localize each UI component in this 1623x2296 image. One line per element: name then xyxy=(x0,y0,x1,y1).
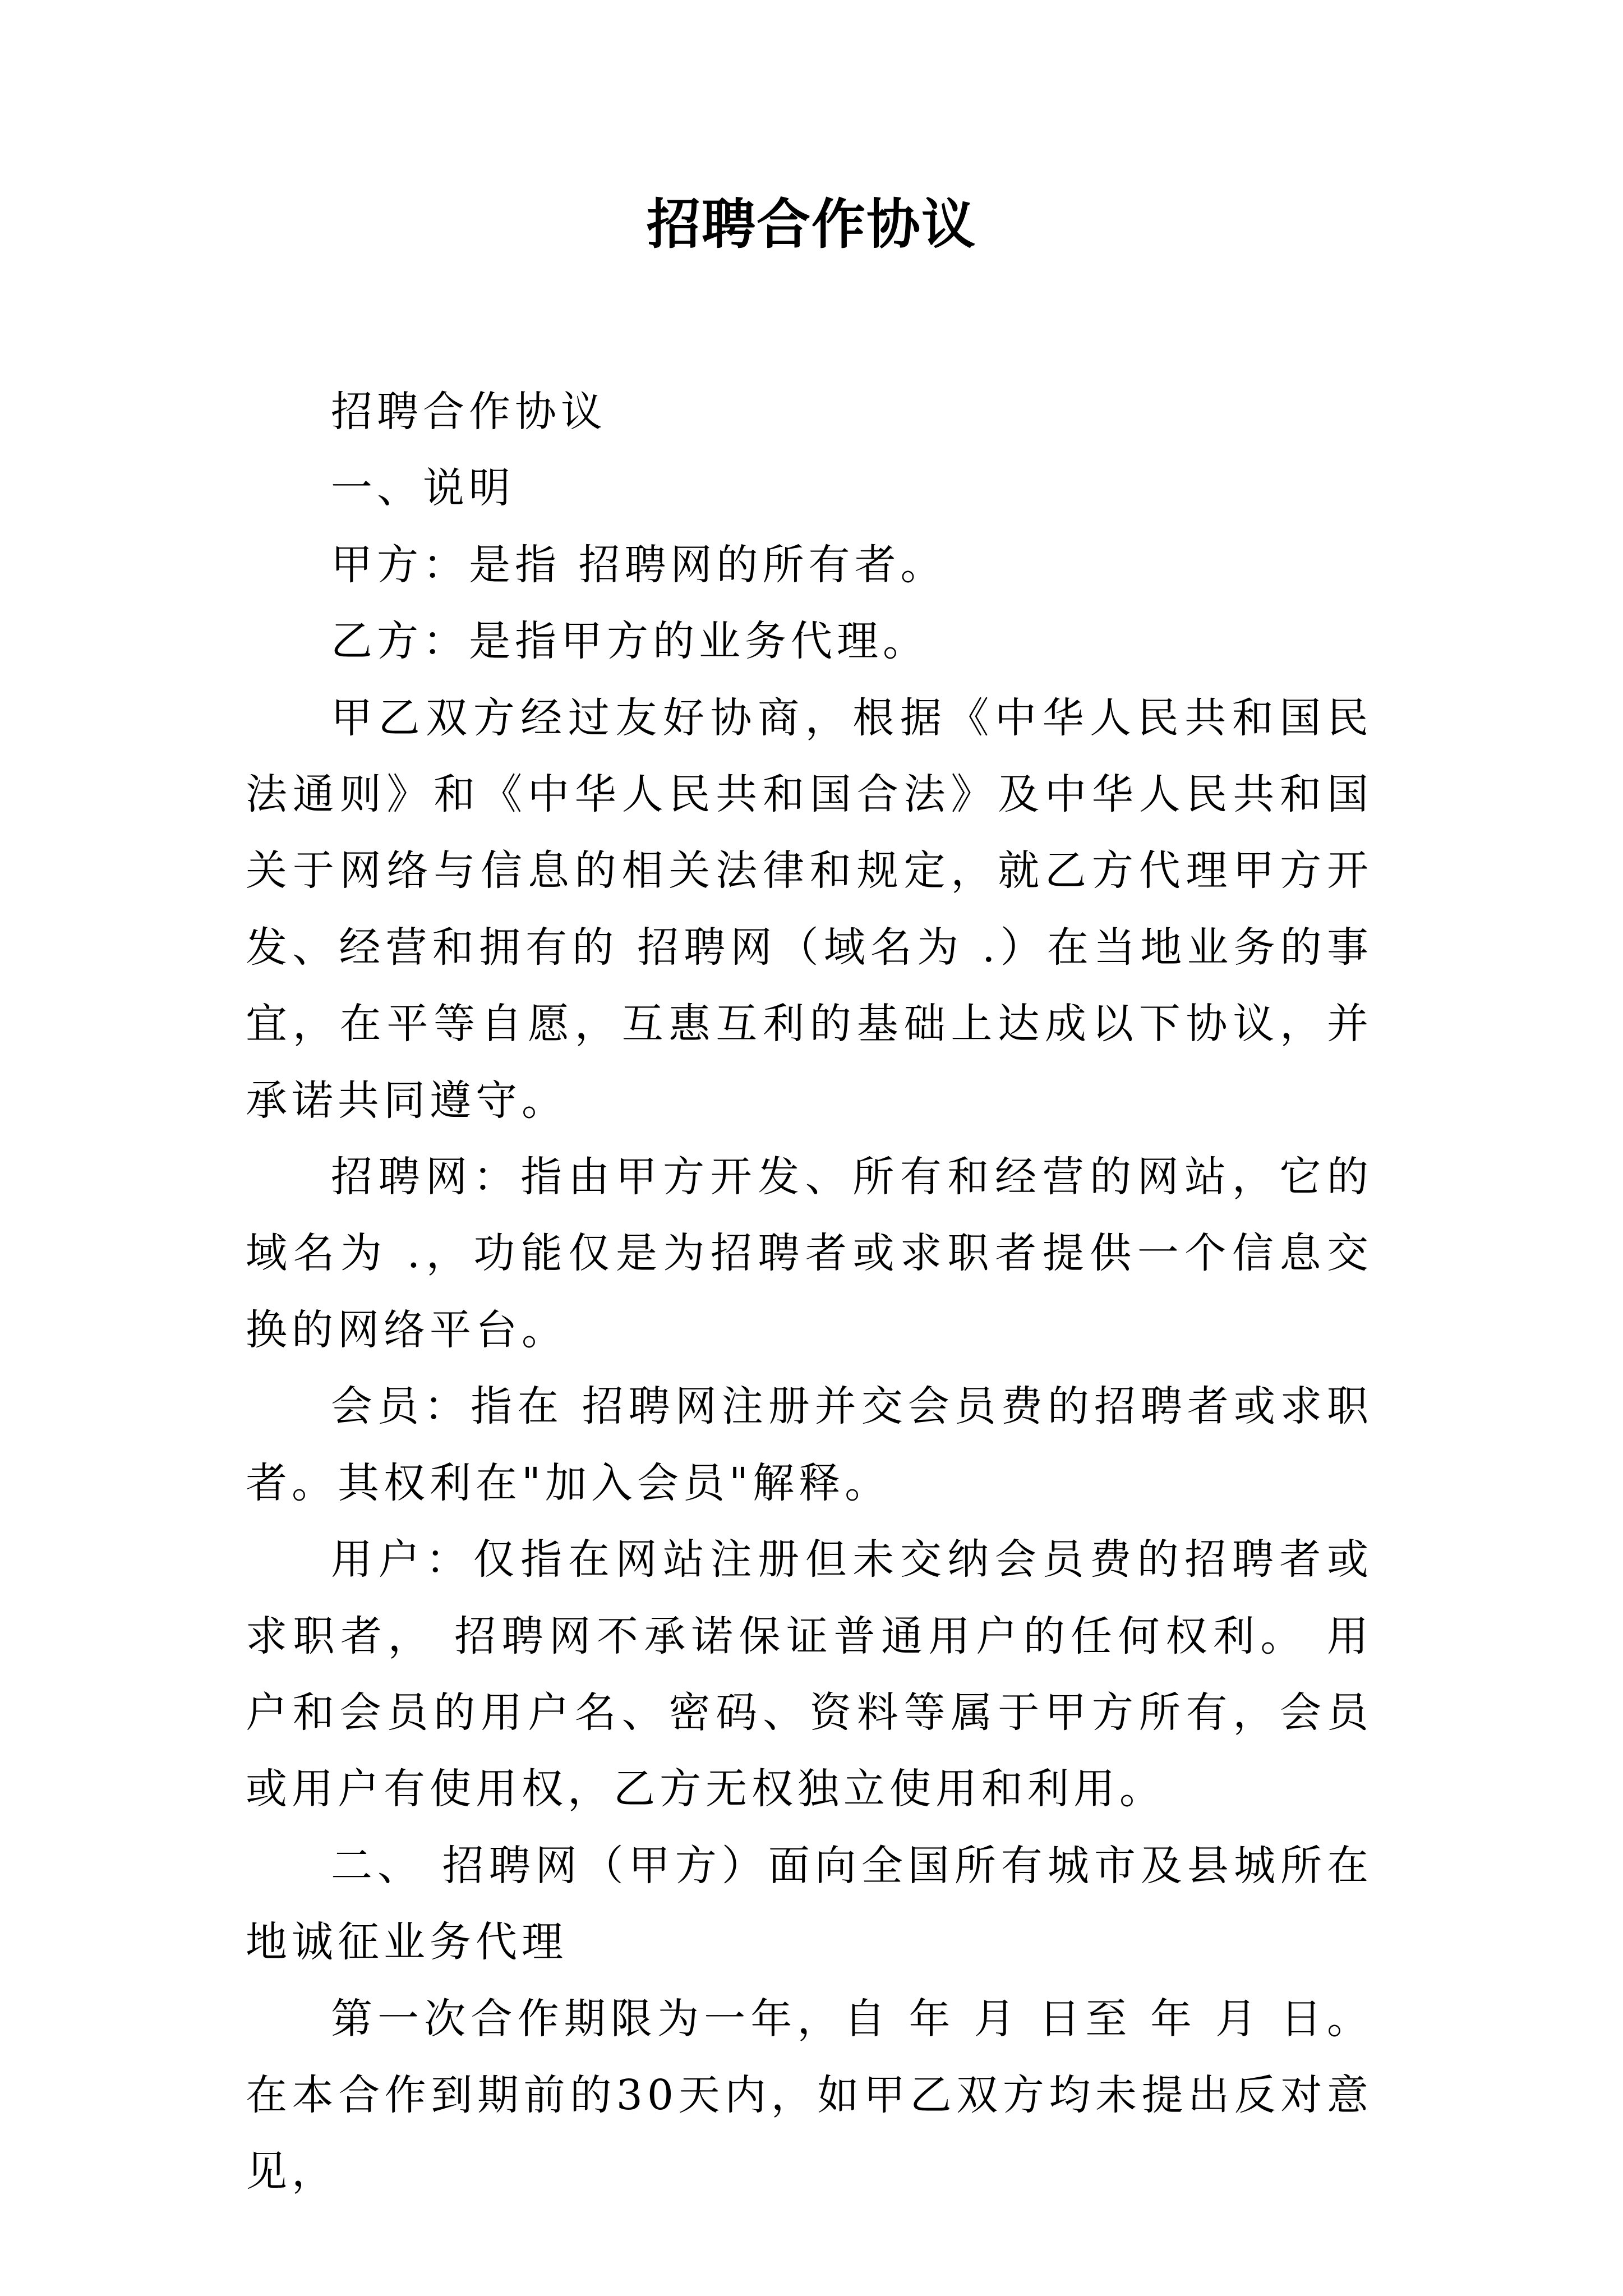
body-paragraph: 用户：仅指在网站注册但未交纳会员费的招聘者或求职者， 招聘网不承诺保证普通用户的任何权利。 用户和会员的用户名、密码、资料等属于甲方所有，会员或用户有使用权，乙方无权独立使用和利用。 xyxy=(246,1535,1373,1814)
body-paragraph: 第一次合作期限为一年，自 年 月 日至 年 月 日。在本合作到期前的30天内，如甲乙双方均未提出反对意见， xyxy=(246,1994,1373,2196)
body-paragraph: 二、 招聘网（甲方）面向全国所有城市及县城所在地诚征业务代理 xyxy=(246,1841,1373,1967)
body-paragraph: 甲方：是指 招聘网的所有者。 xyxy=(331,540,947,589)
body-paragraph: 乙方：是指甲方的业务代理。 xyxy=(331,617,929,666)
document-title: 招聘合作协议 xyxy=(647,192,976,256)
body-paragraph: 会员：指在 招聘网注册并交会员费的招聘者或求职者。其权利在"加入会员"解释。 xyxy=(246,1382,1373,1507)
document-body xyxy=(246,374,1373,2210)
body-paragraph: 一、说明 xyxy=(331,464,515,513)
body-paragraph: 招聘合作协议 xyxy=(331,388,607,436)
body-paragraph: 甲乙双方经过友好协商，根据《中华人民共和国民法通则》和《中华人民共和国合法》及中华人民共和国关于网络与信息的相关法律和规定，就乙方代理甲方开发、经营和拥有的 招聘网（域名为 .）在当地业务的事宜，在平等自愿，互惠互利的基础上达成以下协议，并承诺共同遵守。 xyxy=(246,693,1373,1125)
body-paragraph: 招聘网：指由甲方开发、所有和经营的网站，它的域名为 .，功能仅是为招聘者或求职者提供一个信息交换的网络平台。 xyxy=(246,1153,1373,1354)
